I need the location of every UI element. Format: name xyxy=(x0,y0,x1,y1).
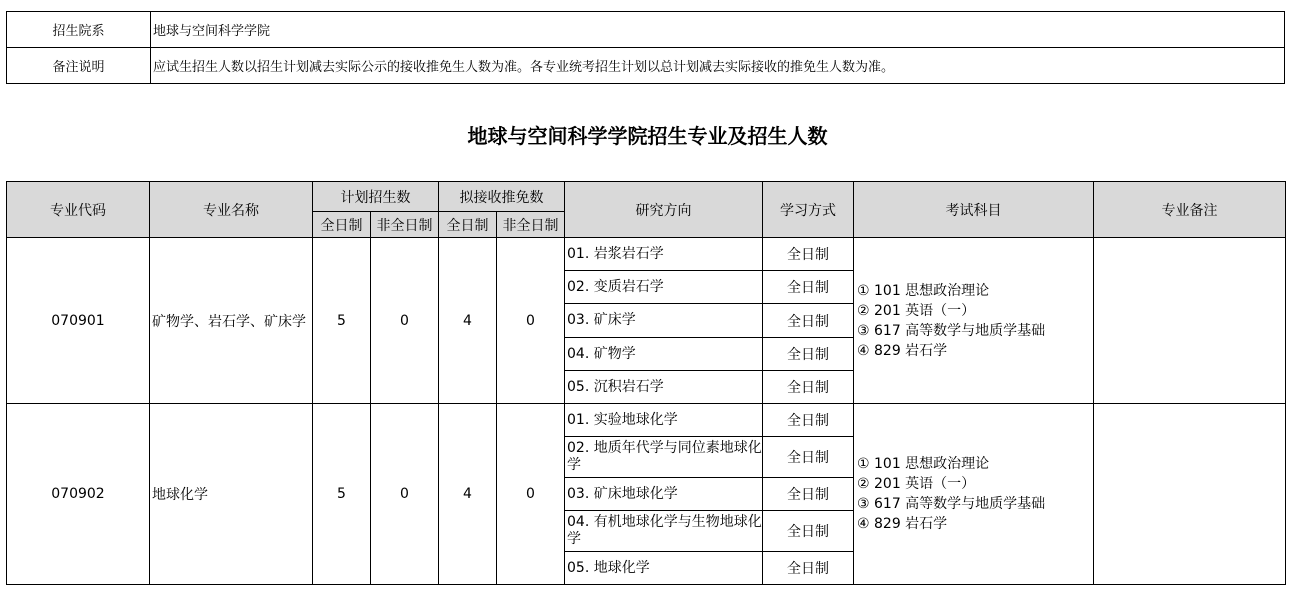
header-mode: 学习方式 xyxy=(763,182,854,238)
research-direction: 01. 实验地球化学 xyxy=(565,404,763,437)
research-direction: 05. 沉积岩石学 xyxy=(565,371,763,404)
table-row xyxy=(7,404,1286,437)
research-direction: 04. 有机地球化学与生物地球化学 xyxy=(565,511,763,552)
research-direction: 05. 地球化学 xyxy=(565,552,763,585)
header-subjects: 考试科目 xyxy=(854,182,1094,238)
exempt-fulltime: 4 xyxy=(439,404,497,585)
study-mode: 全日制 xyxy=(763,552,854,585)
exempt-parttime: 0 xyxy=(497,238,565,404)
info-row-department xyxy=(7,12,1285,48)
header-exempt-fulltime: 全日制 xyxy=(439,212,497,238)
research-direction: 01. 岩浆岩石学 xyxy=(565,238,763,271)
plan-parttime: 0 xyxy=(371,238,439,404)
header-exempt: 拟接收推免数 xyxy=(439,182,565,212)
header-plan: 计划招生数 xyxy=(313,182,439,212)
info-row-notes xyxy=(7,48,1285,84)
exam-subject-item: ③ 617 高等数学与地质学基础 xyxy=(857,322,1046,339)
exam-subject-item: ② 201 英语（一） xyxy=(857,476,976,492)
study-mode: 全日制 xyxy=(763,478,854,511)
research-direction: 02. 地质年代学与同位素地球化学 xyxy=(565,437,763,478)
study-mode: 全日制 xyxy=(763,304,854,338)
header-plan-parttime: 非全日制 xyxy=(371,212,439,238)
exam-subject-item: ① 101 思想政治理论 xyxy=(857,456,990,472)
exempt-parttime: 0 xyxy=(497,404,565,585)
major-note xyxy=(1094,404,1286,585)
research-direction: 03. 矿床学 xyxy=(565,304,763,338)
info-label: 备注说明 xyxy=(7,48,151,84)
exam-subject-item: ② 201 英语（一） xyxy=(857,302,976,319)
major-code: 070902 xyxy=(7,404,150,585)
study-mode: 全日制 xyxy=(763,371,854,404)
header-exempt-parttime: 非全日制 xyxy=(497,212,565,238)
study-mode: 全日制 xyxy=(763,238,854,271)
study-mode: 全日制 xyxy=(763,437,854,478)
study-mode: 全日制 xyxy=(763,404,854,437)
exam-subjects xyxy=(854,238,1094,404)
research-direction: 03. 矿床地球化学 xyxy=(565,478,763,511)
study-mode: 全日制 xyxy=(763,338,854,371)
study-mode: 全日制 xyxy=(763,511,854,552)
major-name: 地球化学 xyxy=(150,404,313,585)
research-direction: 02. 变质岩石学 xyxy=(565,271,763,304)
header-code: 专业代码 xyxy=(7,182,150,238)
research-direction: 04. 矿物学 xyxy=(565,338,763,371)
major-name: 矿物学、岩石学、矿床学 xyxy=(150,238,313,404)
info-value: 应试生招生人数以招生计划减去实际公示的接收推免生人数为准。各专业统考招生计划以总计划减去实际接收的推免生人数为准。 xyxy=(151,48,1285,84)
exam-subjects xyxy=(854,404,1094,585)
header-name: 专业名称 xyxy=(150,182,313,238)
header-note: 专业备注 xyxy=(1094,182,1286,238)
majors-body xyxy=(7,238,1286,585)
exam-subject-item: ① 101 思想政治理论 xyxy=(857,282,990,299)
study-mode: 全日制 xyxy=(763,271,854,304)
exam-subject-item: ④ 829 岩石学 xyxy=(857,342,948,359)
header-plan-fulltime: 全日制 xyxy=(313,212,371,238)
exam-subject-item: ④ 829 岩石学 xyxy=(857,516,948,532)
exam-subject-item: ③ 617 高等数学与地质学基础 xyxy=(857,496,1046,512)
major-note xyxy=(1094,238,1286,404)
info-table xyxy=(6,11,1285,84)
exempt-fulltime: 4 xyxy=(439,238,497,404)
plan-fulltime: 5 xyxy=(313,238,371,404)
info-label: 招生院系 xyxy=(7,12,151,48)
major-code: 070901 xyxy=(7,238,150,404)
header-direction: 研究方向 xyxy=(565,182,763,238)
table-row xyxy=(7,238,1286,271)
majors-table xyxy=(6,181,1286,585)
plan-parttime: 0 xyxy=(371,404,439,585)
info-value: 地球与空间科学学院 xyxy=(151,12,1285,48)
page-title: 地球与空间科学学院招生专业及招生人数 xyxy=(467,124,828,148)
header-row xyxy=(7,182,1286,212)
plan-fulltime: 5 xyxy=(313,404,371,585)
